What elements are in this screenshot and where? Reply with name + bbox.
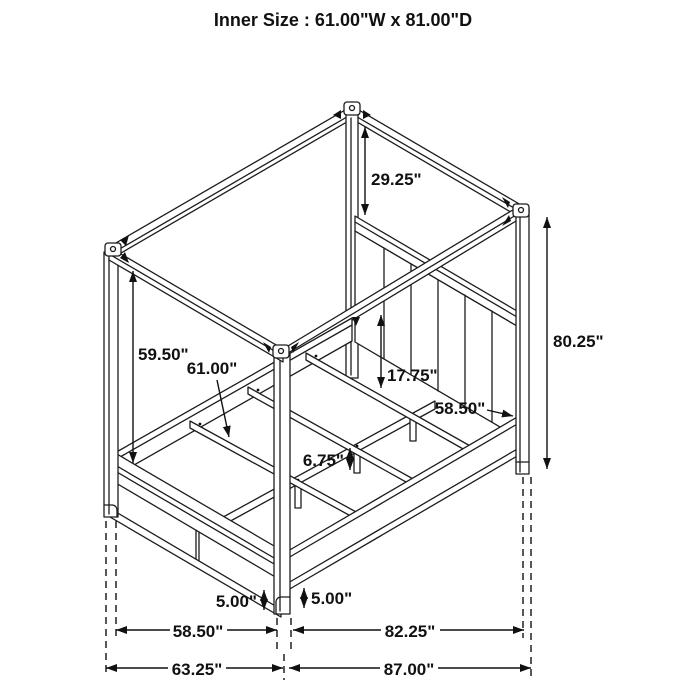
label-footboard-post-height: 59.50" bbox=[138, 345, 189, 364]
label-side-rail-length: 58.50" bbox=[434, 399, 486, 418]
right-side-rail bbox=[288, 416, 519, 590]
label-overall-width: 63.25" bbox=[171, 660, 223, 679]
left-post bbox=[104, 252, 118, 517]
label-center-leg-height: 6.75" bbox=[302, 451, 344, 470]
post-cap bbox=[273, 345, 289, 358]
label-inner-depth: 82.25" bbox=[384, 622, 436, 641]
label-canopy-to-headboard: 29.25" bbox=[371, 170, 422, 189]
label-overall-height: 80.25" bbox=[553, 332, 604, 351]
label-foot-leg-right: 5.00" bbox=[311, 589, 353, 608]
label-slat-length: 61.00" bbox=[186, 359, 238, 378]
label-foot-leg-left: 5.00" bbox=[215, 592, 257, 611]
label-overall-depth: 87.00" bbox=[383, 660, 435, 679]
canopy-left-back-rail bbox=[109, 106, 352, 260]
front-post bbox=[274, 353, 290, 614]
canopy-back-right-rail bbox=[352, 106, 521, 218]
label-headboard-below-rail: 17.75" bbox=[387, 366, 438, 385]
post-cap bbox=[105, 243, 121, 256]
post-cap bbox=[344, 102, 360, 115]
label-inner-width: 58.50" bbox=[172, 622, 224, 641]
diagram-title: Inner Size : 61.00"W x 81.00"D bbox=[213, 10, 473, 30]
canopy-left-front-rail bbox=[109, 247, 283, 362]
right-post bbox=[516, 209, 529, 474]
post-cap bbox=[513, 204, 529, 217]
